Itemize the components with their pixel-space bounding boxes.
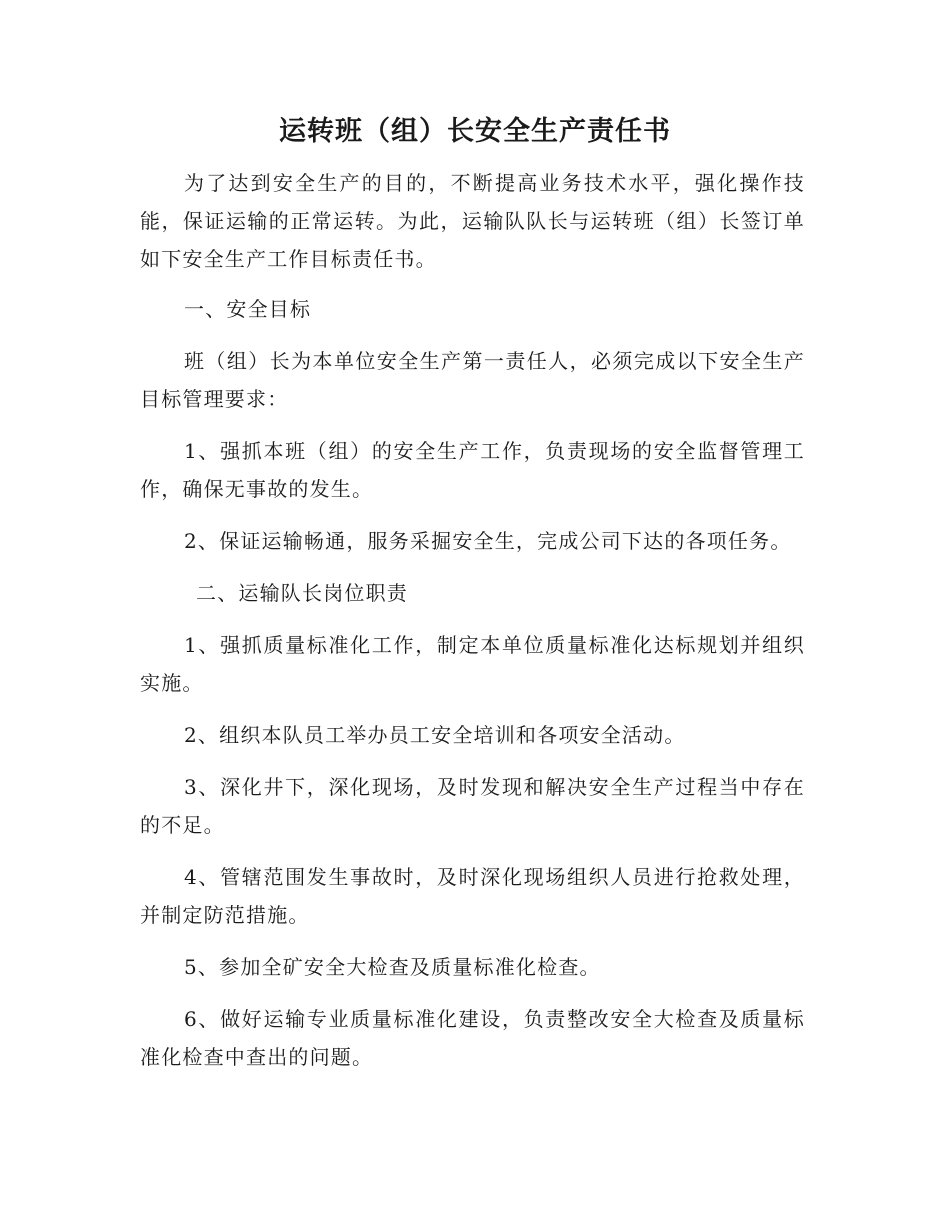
section-heading-captain-duties: 二、运输队长岗位职责: [196, 581, 408, 605]
section2-item-5: 5、参加全矿安全大检查及质量标准化检查。: [184, 955, 601, 979]
document-title: 运转班（组）长安全生产责任书: [279, 116, 671, 147]
section2-item-1: 1、强抓质量标准化工作，制定本单位质量标准化达标规划并组织实施。: [140, 633, 805, 695]
section1-item-1: 1、强抓本班（组）的安全生产工作，负责现场的安全监督管理工作，确保无事故的发生。: [140, 439, 805, 501]
intro-paragraph: 为了达到安全生产的目的，不断提高业务技术水平，强化操作技能，保证运输的正常运转。为此，运输队队长与运转班（组）长签订单如下安全生产工作目标责任书。: [140, 171, 805, 271]
section1-item-2: 2、保证运输畅通，服务采掘安全生，完成公司下达的各项任务。: [184, 529, 792, 553]
section-heading-safety-goals: 一、安全目标: [184, 297, 312, 321]
section2-item-6: 6、做好运输专业质量标准化建设，负责整改安全大检查及质量标准化检查中查出的问题。: [140, 1007, 805, 1069]
section2-item-3: 3、深化井下，深化现场，及时发现和解决安全生产过程当中存在的不足。: [140, 775, 805, 837]
section1-lead-paragraph: 班（组）长为本单位安全生产第一责任人，必须完成以下安全生产目标管理要求：: [140, 349, 805, 411]
section2-item-2: 2、组织本队员工举办员工安全培训和各项安全活动。: [184, 723, 686, 747]
section2-item-4: 4、管辖范围发生事故时，及时深化现场组织人员进行抢救处理，并制定防范措施。: [140, 865, 805, 927]
